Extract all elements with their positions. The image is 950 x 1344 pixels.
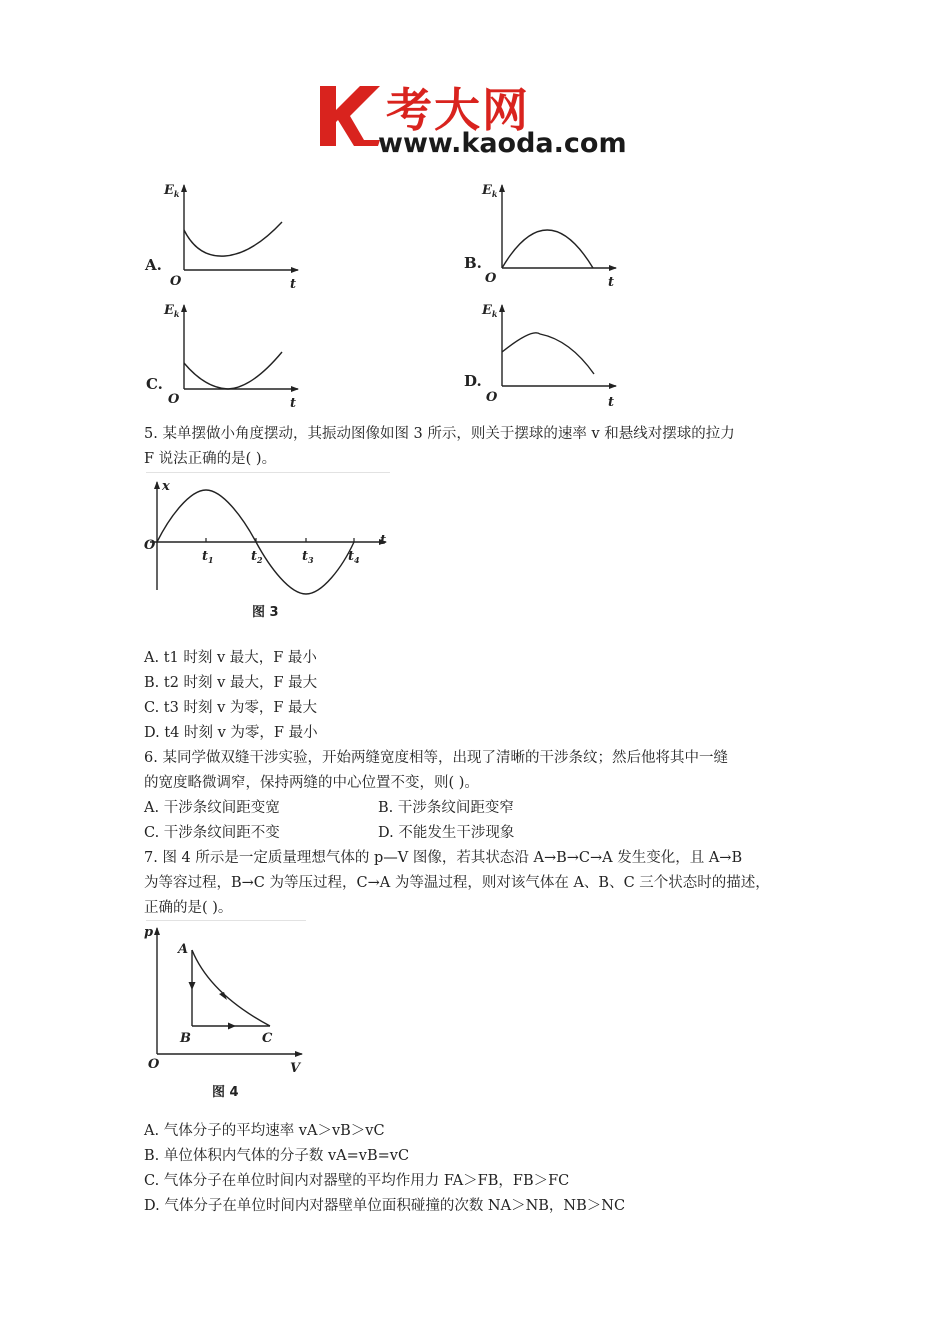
q6-option-c: C. 干涉条纹间距不变 bbox=[144, 825, 280, 841]
figure-4-c-to-a bbox=[192, 950, 270, 1026]
graph-a-curve bbox=[184, 222, 282, 256]
figure-4-point-b: B bbox=[180, 1031, 191, 1046]
logo-title: 考大网 bbox=[386, 83, 530, 137]
graph-c-option-label: C. bbox=[146, 375, 163, 393]
svg-text:Ek: $E_k$ bbox=[164, 183, 180, 199]
svg-text:O: O bbox=[148, 1057, 160, 1072]
logo-k-mark bbox=[316, 80, 384, 150]
q6-option-b: B. 干涉条纹间距变窄 bbox=[378, 800, 514, 816]
q6-option-a: A. 干涉条纹间距变宽 bbox=[144, 800, 280, 816]
graph-option-d bbox=[460, 300, 630, 415]
q5-stem-divider bbox=[146, 472, 390, 473]
q5-stem-line1: 5. 某单摆做小角度摆动，其振动图像如图 3 所示，则关于摆球的速率 v 和悬线对摆球的拉力 bbox=[144, 426, 735, 442]
q6-stem-line2: 的宽度略微调窄，保持两缝的中心位置不变，则( )。 bbox=[144, 775, 479, 791]
svg-text:t: t bbox=[380, 533, 387, 548]
graph-option-a bbox=[140, 180, 310, 295]
q7-option-c: C. 气体分子在单位时间内对器壁的平均作用力 FA＞FB，FB＞FC bbox=[144, 1173, 570, 1189]
graph-option-b bbox=[460, 180, 630, 295]
svg-text:O: O bbox=[168, 392, 180, 407]
svg-text:V: V bbox=[290, 1061, 301, 1076]
figure-3-tick-t2: $t_2$ bbox=[251, 549, 263, 565]
kaoda-logo bbox=[316, 80, 646, 160]
q7-stem-line2: 为等容过程，B→C 为等压过程，C→A 为等温过程，则对该气体在 A、B、C 三个状态时的描述， bbox=[144, 875, 770, 891]
q5-option-b: B. t2 时刻 v 最大，F 最大 bbox=[144, 675, 318, 691]
q7-stem-line1: 7. 图 4 所示是一定质量理想气体的 p—V 图像，若其状态沿 A→B→C→A 发生变化，且 A→B bbox=[144, 850, 743, 866]
q7-option-d: D. 气体分子在单位时间内对器壁单位面积碰撞的次数 NA＞NB，NB＞NC bbox=[144, 1198, 626, 1214]
figure-3-tick-t4: $t_4$ bbox=[348, 549, 360, 565]
svg-text:x: x bbox=[162, 479, 170, 494]
graph-d-curve bbox=[502, 333, 594, 374]
q6-option-d: D. 不能发生干涉现象 bbox=[378, 825, 515, 841]
q6-stem-line1: 6. 某同学做双缝干涉实验，开始两缝宽度相等，出现了清晰的干涉条纹；然后他将其中一缝 bbox=[144, 750, 728, 766]
q5-stem-line2: F 说法正确的是( )。 bbox=[144, 451, 277, 467]
svg-text:Ek: $E_k$ bbox=[482, 303, 498, 319]
graph-b-curve bbox=[502, 230, 593, 268]
q7-stem-divider bbox=[146, 920, 306, 921]
svg-text:O: O bbox=[485, 271, 497, 286]
graph-option-c bbox=[140, 300, 310, 415]
q7-option-a: A. 气体分子的平均速率 vA＞vB＞vC bbox=[144, 1123, 385, 1139]
svg-text:O: O bbox=[486, 390, 498, 405]
svg-text:O: O bbox=[170, 274, 182, 289]
svg-text:t: t bbox=[290, 277, 297, 292]
svg-text:Ek: $E_k$ bbox=[482, 183, 498, 199]
svg-text:t: t bbox=[290, 396, 297, 411]
graph-b-option-label: B. bbox=[464, 254, 482, 272]
q5-option-d: D. t4 时刻 v 为零，F 最小 bbox=[144, 725, 318, 741]
graph-c-curve bbox=[184, 352, 282, 389]
svg-text:t: t bbox=[608, 275, 615, 290]
graph-a-option-label: A. bbox=[145, 256, 162, 274]
q7-stem-line3: 正确的是( )。 bbox=[144, 900, 233, 916]
graph-d-option-label: D. bbox=[464, 372, 482, 390]
q7-option-b: B. 单位体积内气体的分子数 vA=vB=vC bbox=[144, 1148, 410, 1164]
figure-3-tick-t1: $t_1$ bbox=[202, 549, 214, 565]
figure-4-caption: 图 4 bbox=[212, 1085, 239, 1100]
svg-text:t: t bbox=[608, 395, 615, 410]
svg-text:p: p bbox=[144, 925, 154, 940]
figure-4 bbox=[140, 922, 310, 1107]
svg-text:Ek: $E_k$ bbox=[164, 303, 180, 319]
svg-text:O: O bbox=[144, 538, 156, 553]
figure-4-point-a: A bbox=[178, 942, 189, 957]
figure-3 bbox=[140, 476, 390, 626]
figure-3-tick-t3: $t_3$ bbox=[302, 549, 314, 565]
q5-option-c: C. t3 时刻 v 为零，F 最大 bbox=[144, 700, 318, 716]
figure-4-point-c: C bbox=[262, 1031, 273, 1046]
logo-url: www.kaoda.com bbox=[378, 128, 627, 159]
q5-option-a: A. t1 时刻 v 最大，F 最小 bbox=[144, 650, 317, 666]
figure-3-caption: 图 3 bbox=[252, 605, 279, 620]
